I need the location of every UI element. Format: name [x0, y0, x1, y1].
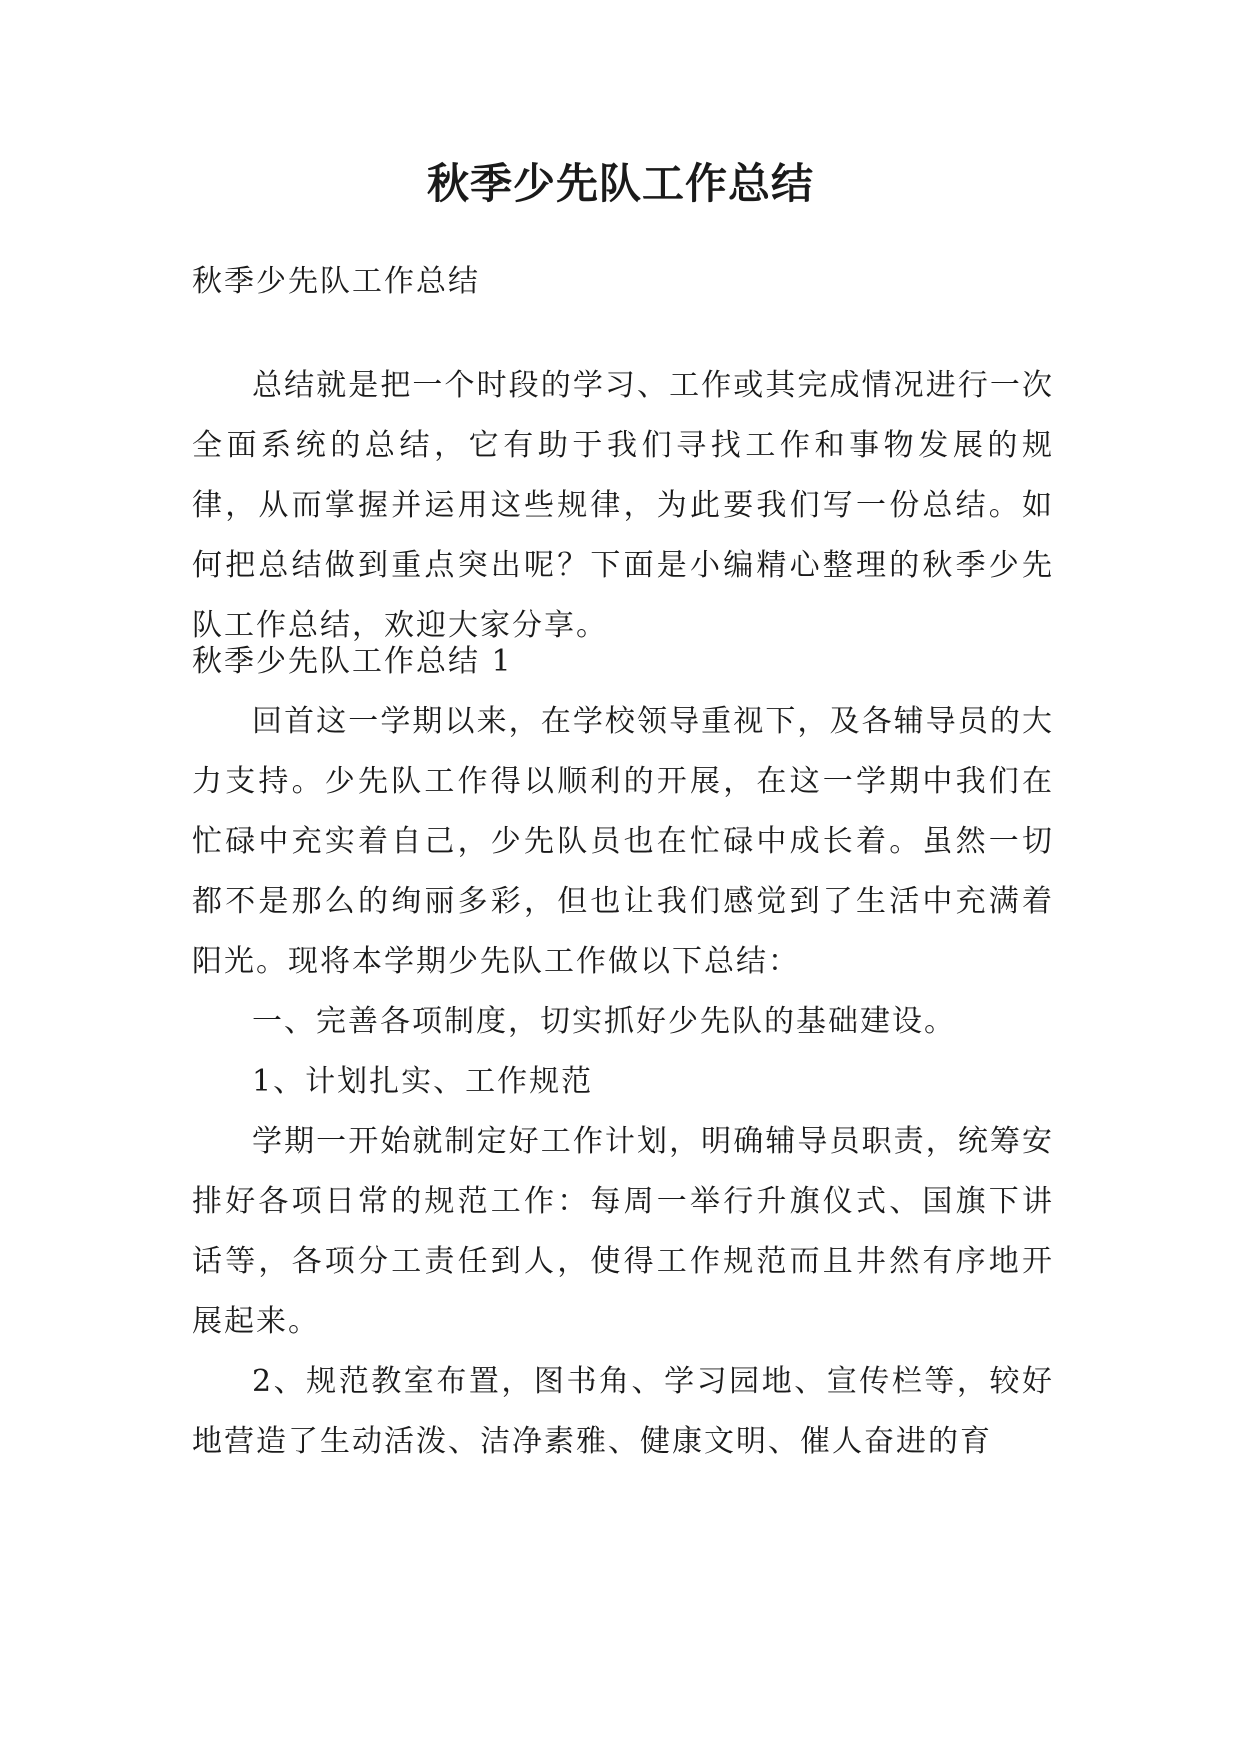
section-1-subpoint-1: 1、计划扎实、工作规范 — [252, 1064, 594, 1099]
section-1-heading: 秋季少先队工作总结 1 — [192, 644, 513, 679]
section-1-paragraph-2: 学期一开始就制定好工作计划，明确辅导员职责，统筹安排好各项日常的规范工作：每周一举行升旗仪式、国旗下讲话等，各项分工责任到人，使得工作规范而且井然有序地开展起来。 — [192, 1124, 1054, 1339]
document-subtitle: 秋季少先队工作总结 — [192, 264, 480, 299]
document-title: 秋季少先队工作总结 — [426, 159, 814, 208]
section-1-point-1: 一、完善各项制度，切实抓好少先队的基础建设。 — [252, 1004, 956, 1039]
section-1-paragraph-1: 回首这一学期以来，在学校领导重视下，及各辅导员的大力支持。少先队工作得以顺利的开展，在这一学期中我们在忙碌中充实着自己，少先队员也在忙碌中成长着。虽然一切都不是那么的绚丽多彩，但也让我们感觉到了生活中充满着阳光。现将本学期少先队工作做以下总结： — [192, 704, 1054, 979]
section-1-subpoint-2: 2、规范教室布置，图书角、学习园地、宣传栏等，较好地营造了生动活泼、洁净素雅、健康文明、催人奋进的育 — [192, 1364, 1054, 1459]
intro-paragraph: 总结就是把一个时段的学习、工作或其完成情况进行一次全面系统的总结，它有助于我们寻找工作和事物发展的规律，从而掌握并运用这些规律，为此要我们写一份总结。如何把总结做到重点突出呢？下面是小编精心整理的秋季少先队工作总结，欢迎大家分享。 — [192, 368, 1054, 643]
